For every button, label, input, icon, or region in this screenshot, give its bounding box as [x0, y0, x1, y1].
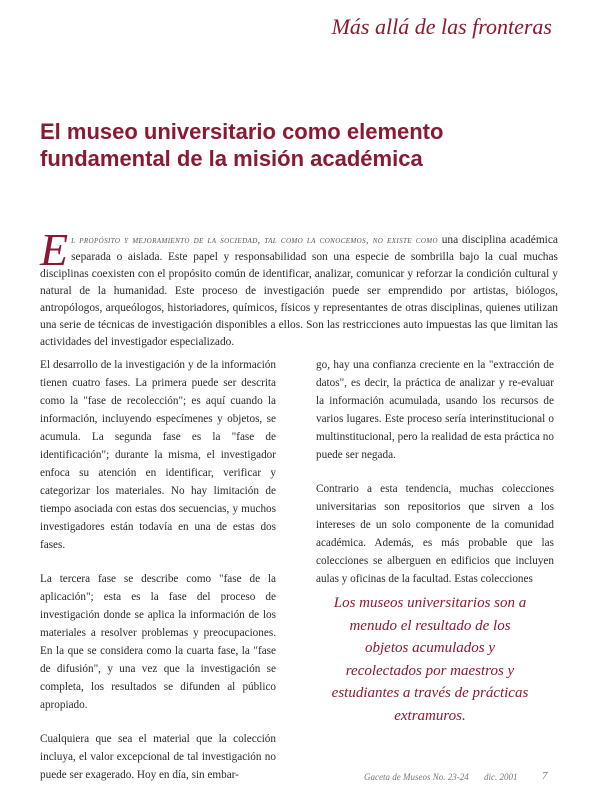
journal-name: Gaceta de Museos No. 23-24: [364, 772, 469, 782]
intro-body: una disciplina académica separada o aislada. Este papel y responsabilidad son una especie de sombrilla bajo la cual muchas disciplinas coexisten con el propósito común de identificar, analizar, comunicar y reforzar la condición cultural y natural de la humanidad. Este proceso de investigación puede ser emprendido por artistas, biólogos, antropólogos, arqueólogos, historiadores, químicos, físicos y representantes de otras disciplinas, quienes utilizan una serie de técnicas de investigación disponibles a ellos. Son las restricciones auto impuestas las que limitan las actividades del investigador especializado.: [40, 234, 558, 348]
issue-date: dic. 2001: [484, 772, 518, 782]
body-paragraph: Cualquiera que sea el material que la colección incluya, el valor excepcional de tal investigación no puede ser exagerado. Hoy en día, sin embar-: [40, 733, 276, 781]
pull-quote: Los museos universitarios son a menudo el resultado de los objetos acumulados y recolectados por maestros y estudiantes a través de prácticas extramuros.: [331, 595, 529, 724]
page-number: 7: [542, 770, 548, 782]
left-column: [40, 356, 276, 784]
section-header: Más allá de las fronteras: [331, 14, 552, 39]
intro-lead: l propósito y mejoramiento de la sociedad, tal como la conocemos, no existe como: [71, 235, 438, 246]
page-footer: [0, 768, 610, 788]
body-paragraph: La tercera fase se describe como "fase de la aplicación"; esta es la fase del proceso de investigación donde se aplica la información de los materiales a resolver problemas y preocupaciones. En la que se considera como la cuarta fase, la "fase de difusión", y una vez que la investigación se completa, los resultados se difunden al público apropiado.: [40, 573, 276, 711]
body-paragraph: go, hay una confianza creciente en la "extracción de datos", es decir, la práctica de analizar y re-evaluar la información acumulada, usando los recursos de varios lugares. Este proceso sería interinstitucional o multinstitucional, pero la realidad de esta práctica no puede ser negada.: [316, 359, 554, 461]
body-paragraph: El desarrollo de la investigación y de la información tienen cuatro fases. La primera puede ser descrita como la "fase de recolección"; es aquí cuando la información, incluyendo especímenes y objetos, se acumula. La segunda fase es la "fase de identificación"; durante la misma, el investigador enfoca su atención en identificar, verificar y categorizar los materiales. No hay limitación de tiempo asociada con estas dos secuencias, y muchos investigadores están todavía en una de estas dos fases.: [40, 359, 276, 551]
drop-cap: E: [40, 224, 69, 275]
intro-paragraph: [40, 224, 558, 351]
right-column: [316, 356, 554, 588]
body-paragraph: Contrario a esta tendencia, muchas colecciones universitarias son repositorios que sirven a los intereses de un solo componente de la comunidad académica. Además, es más probable que las colecciones se alberguen en edificios que incluyen aulas y oficinas de la facultad. Estas colecciones: [316, 483, 554, 585]
article-title: El museo universitario como elemento fundamental de la misión académica: [40, 119, 444, 171]
